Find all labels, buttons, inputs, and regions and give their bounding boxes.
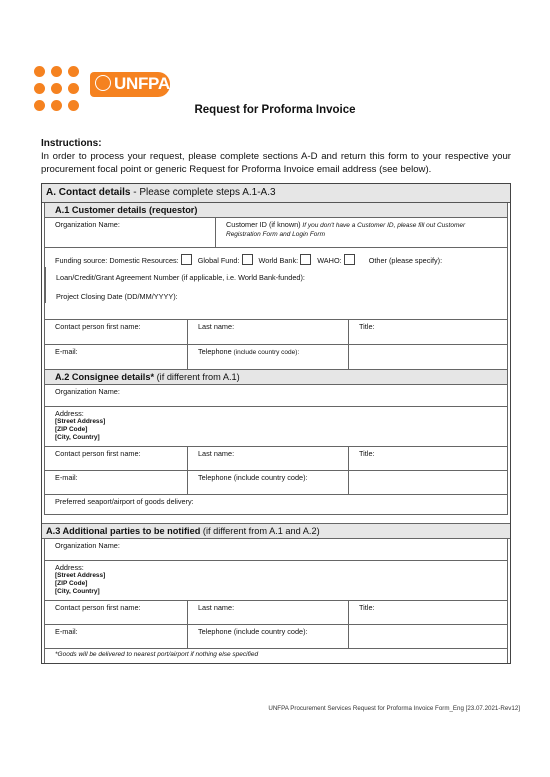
a2-telephone-field[interactable]: Telephone (include country code): [187, 471, 348, 494]
domestic-checkbox[interactable] [181, 254, 192, 265]
a1-contact-row [45, 320, 507, 345]
world-bank-label: World Bank: [258, 256, 299, 265]
a2-address-label: Address: [55, 409, 84, 418]
a3-title-field[interactable]: Title: [348, 601, 507, 624]
global-fund-checkbox[interactable] [242, 254, 253, 265]
a1-customer-id-label: Customer ID (if known) [226, 220, 301, 229]
a1-header: A.1 Customer details (requestor) [45, 203, 507, 218]
page-title: Request for Proforma Invoice [194, 104, 356, 116]
a2-title: A.2 Consignee details* [55, 372, 155, 382]
a1-customer-id-note: If you don't have a Customer ID, please fill out Customer Registration Form and Login Form [226, 222, 466, 238]
project-closing-field[interactable]: Project Closing Date (DD/MM/YYYY): [45, 284, 507, 303]
a1-title-field[interactable]: Title: [348, 320, 507, 344]
page-footer: UNFPA Procurement Services Request for Proforma Invoice Form_Eng [23.07.2021-Rev12] [268, 705, 520, 712]
a2-zip: [ZIP Code] [55, 426, 88, 433]
a1-email-row [45, 345, 507, 370]
a1-customer-id-field[interactable] [215, 218, 507, 247]
a1-telephone-field[interactable] [187, 345, 348, 369]
instructions-heading: Instructions: [41, 138, 102, 149]
a1-org-name-field[interactable]: Organization Name: [55, 220, 120, 229]
a3-footnote-row [45, 649, 507, 663]
a2-title-note: (if different from A.1) [154, 372, 240, 382]
global-fund-label: Global Fund: [197, 256, 240, 265]
a3-email-row [45, 625, 507, 649]
a3-street: [Street Address] [55, 572, 106, 579]
a1-last-name-field[interactable]: Last name: [187, 320, 348, 344]
a2-last-name-field[interactable]: Last name: [187, 447, 348, 470]
a3-last-name-field[interactable]: Last name: [187, 601, 348, 624]
a2-address-row [45, 407, 507, 447]
a3-zip: [ZIP Code] [55, 580, 88, 587]
un-emblem-icon [95, 75, 111, 91]
funding-label: Funding source: Domestic Resources: [55, 256, 179, 265]
a3-title: A.3 Additional parties to be notified [46, 526, 201, 536]
a2-org-row [45, 385, 507, 407]
a2-seaport-field[interactable]: Preferred seaport/airport of goods delivery: [55, 497, 194, 506]
a1-telephone-note: (include country code): [231, 349, 300, 356]
waho-label: WAHO: [317, 256, 342, 265]
a3-org-row [45, 539, 507, 561]
a1-org-row [45, 218, 507, 248]
a2-title-field[interactable]: Title: [348, 447, 507, 470]
request-form [41, 183, 511, 664]
instructions-text: In order to process your request, please complete sections A-D and return this form to your respective your procurement focal point or generic Request for Proforma Invoice email address (see below). [41, 151, 511, 175]
a1-funding-block [45, 248, 507, 320]
a3-first-name-field[interactable]: Contact person first name: [55, 603, 141, 612]
a2-city: [City, Country] [55, 434, 100, 441]
a3-contact-row [45, 601, 507, 625]
section-a-subtitle: - Please complete steps A.1-A.3 [130, 187, 276, 198]
a3-footnote: *Goods will be delivered to nearest port/airport if nothing else specified [55, 651, 259, 658]
world-bank-checkbox[interactable] [300, 254, 311, 265]
a2-first-name-field[interactable]: Contact person first name: [55, 449, 141, 458]
a2-empty-cell [348, 471, 507, 494]
a2-street: [Street Address] [55, 418, 106, 425]
a3-email-field[interactable]: E-mail: [55, 627, 78, 636]
a3-empty-cell [348, 625, 507, 648]
a3-body [44, 539, 508, 663]
a2-address-field[interactable] [45, 407, 507, 446]
a3-city: [City, Country] [55, 588, 100, 595]
other-label: Other (please specify): [368, 256, 443, 265]
a2-header [45, 370, 507, 385]
a1-funding-row [45, 248, 507, 267]
waho-checkbox[interactable] [344, 254, 355, 265]
section-a-header [42, 184, 510, 203]
a3-address-row [45, 561, 507, 601]
a3-org-name-field[interactable]: Organization Name: [55, 541, 120, 550]
a2-seaport-row [45, 495, 507, 515]
loan-field[interactable]: Loan/Credit/Grant Agreement Number (if applicable, i.e. World Bank-funded): [45, 267, 507, 284]
a3-address-label: Address: [55, 563, 84, 572]
a1-telephone-label: Telephone [198, 347, 232, 356]
a3-address-field[interactable] [45, 561, 507, 600]
a3-title-note: (if different from A.1 and A.2) [200, 526, 320, 536]
a1-first-name-field[interactable]: Contact person first name: [55, 322, 141, 331]
logo-text: UNFPA [114, 74, 170, 93]
a3-telephone-field[interactable]: Telephone (include country code): [187, 625, 348, 648]
a2-contact-row [45, 447, 507, 471]
a2-email-row [45, 471, 507, 495]
a3-header [42, 523, 510, 539]
section-spacer [42, 515, 510, 523]
a2-org-name-field[interactable]: Organization Name: [55, 387, 120, 396]
section-a-body [44, 203, 508, 515]
a2-email-field[interactable]: E-mail: [55, 473, 78, 482]
a1-empty-cell [348, 345, 507, 369]
section-a-title: A. Contact details [46, 187, 131, 198]
a1-email-field[interactable]: E-mail: [55, 347, 78, 356]
